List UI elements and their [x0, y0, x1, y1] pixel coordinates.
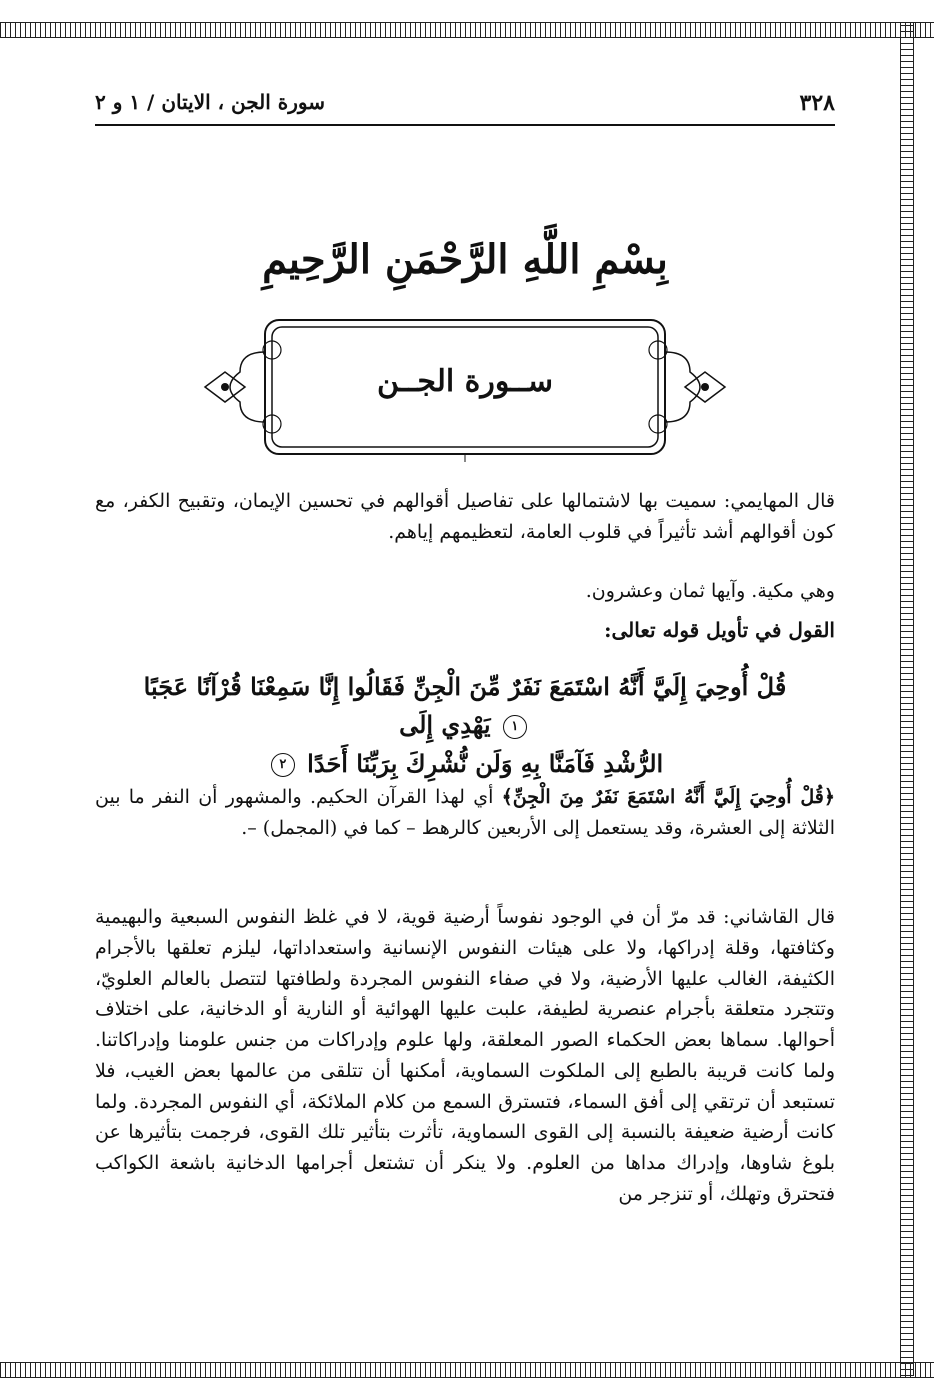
paragraph-makkiya-text: وهي مكية. وآيها ثمان وعشرون. — [585, 580, 835, 602]
running-title: سورة الجن ، الايتان / ١ و ٢ — [95, 90, 326, 114]
ayah-number-1: ١ — [503, 715, 527, 739]
section-heading: القول في تأويل قوله تعالى: — [604, 618, 835, 642]
quran-line-1-text: قُلْ أُوحِيَ إِلَيَّ أَنَّهُ اسْتَمَعَ نَفَرٌ مِّنَ الْجِنِّ فَقَالُوا إِنَّا سَمِعْنَا قُرْآنًا عَجَبًا — [143, 672, 787, 701]
ornamental-border-bottom — [0, 1362, 934, 1378]
sura-title: ســورة الجــن — [376, 364, 554, 399]
basmala: بِسْمِ اللَّهِ الرَّحْمَنِ الرَّحِيمِ — [262, 236, 668, 283]
quran-line-2 — [135, 745, 795, 783]
page-header — [95, 86, 835, 122]
commentary-text: أي لهذا القرآن الحكيم. والمشهور أن النفر ما بين الثلاثة إلى العشرة، وقد يستعمل إلى الأربعين كالرهط – كما في (المجمل) –. — [95, 786, 835, 839]
paragraph-commentary-body — [95, 782, 835, 844]
paragraph-commentary — [95, 782, 835, 844]
quran-line-1 — [135, 668, 795, 745]
commentary-quote: ﴿قُلْ أُوحِيَ إِلَيَّ أَنَّهُ اسْتَمَعَ نَفَرٌ مِنَ الْجِنِّ﴾ — [501, 786, 835, 808]
quran-line-2-text: الرُّشْدِ فَآمَنَّا بِهِ وَلَن نُّشْرِكَ بِرَبِّنَا أَحَدًا — [307, 748, 664, 778]
quran-line-1b-text: يَهْدِي إِلَى — [399, 710, 491, 740]
header-rule — [95, 124, 835, 126]
paragraph-mahaimi — [95, 486, 835, 548]
quran-verse — [135, 668, 795, 783]
page-number: ٣٢٨ — [799, 90, 835, 116]
paragraph-kashani-text: قال القاشاني: قد مرّ أن في الوجود نفوساً أرضية قوية، لا في غلظ النفوس السبعية والبهيمية وكثافتها، وقلة إدراكها، ولا على هيئات النفوس الإنسانية واستعداداتها، ليلزم تعلقها بالأجرام الكثيفة، الغالب عليها الأرضية، ولا في صفاء النفوس المجردة ولطافتها لتتصل بالعالم العلويّ، وتتجرد متعلقة بأجرام عنصرية لطيفة، علبت عليها الهوائية أو النارية أو الدخانية، على اختلاف أحوالها. سماها بعض الحكماء الصور المعلقة، ولها علوم وإدراكات من جنس علومنا وإدراكاتنا. ولما كانت قريبة بالطبع إلى الملكوت السماوية، أمكنها أن تتلقى من عالمها بعض الغيب، فلا تستبعد أن ترتقي إلى أفق السماء، فتسترق السمع من كلام الملائكة، أي النفوس المجردة. ولما كانت أرضية ضعيفة بالنسبة إلى القوى السماوية، تأثرت بتأثير تلك القوى، فرجمت بتأثيرها عن بلوغ شاوها، وإدراك مداها من العلوم. ولا ينكر أن تشتعل أجرامها الدخانية باشعة الكواكب فتحترق وتهلك، أو تنزجر من — [95, 906, 835, 1205]
paragraph-kashani — [95, 902, 835, 1210]
paragraph-makkiya — [95, 576, 835, 607]
paragraph-mahaimi-text: قال المهايمي: سميت بها لاشتمالها على تفاصيل أقوالهم في تحسين الإيمان، وتقبيح الكفر، مع كون أقوالهم أشد تأثيراً في قلوب العامة، لتعظيمهم إياهم. — [95, 490, 835, 543]
ornamental-border-top — [0, 22, 934, 38]
ayah-number-2: ٢ — [271, 753, 295, 777]
ornamental-border-right — [900, 22, 914, 1376]
